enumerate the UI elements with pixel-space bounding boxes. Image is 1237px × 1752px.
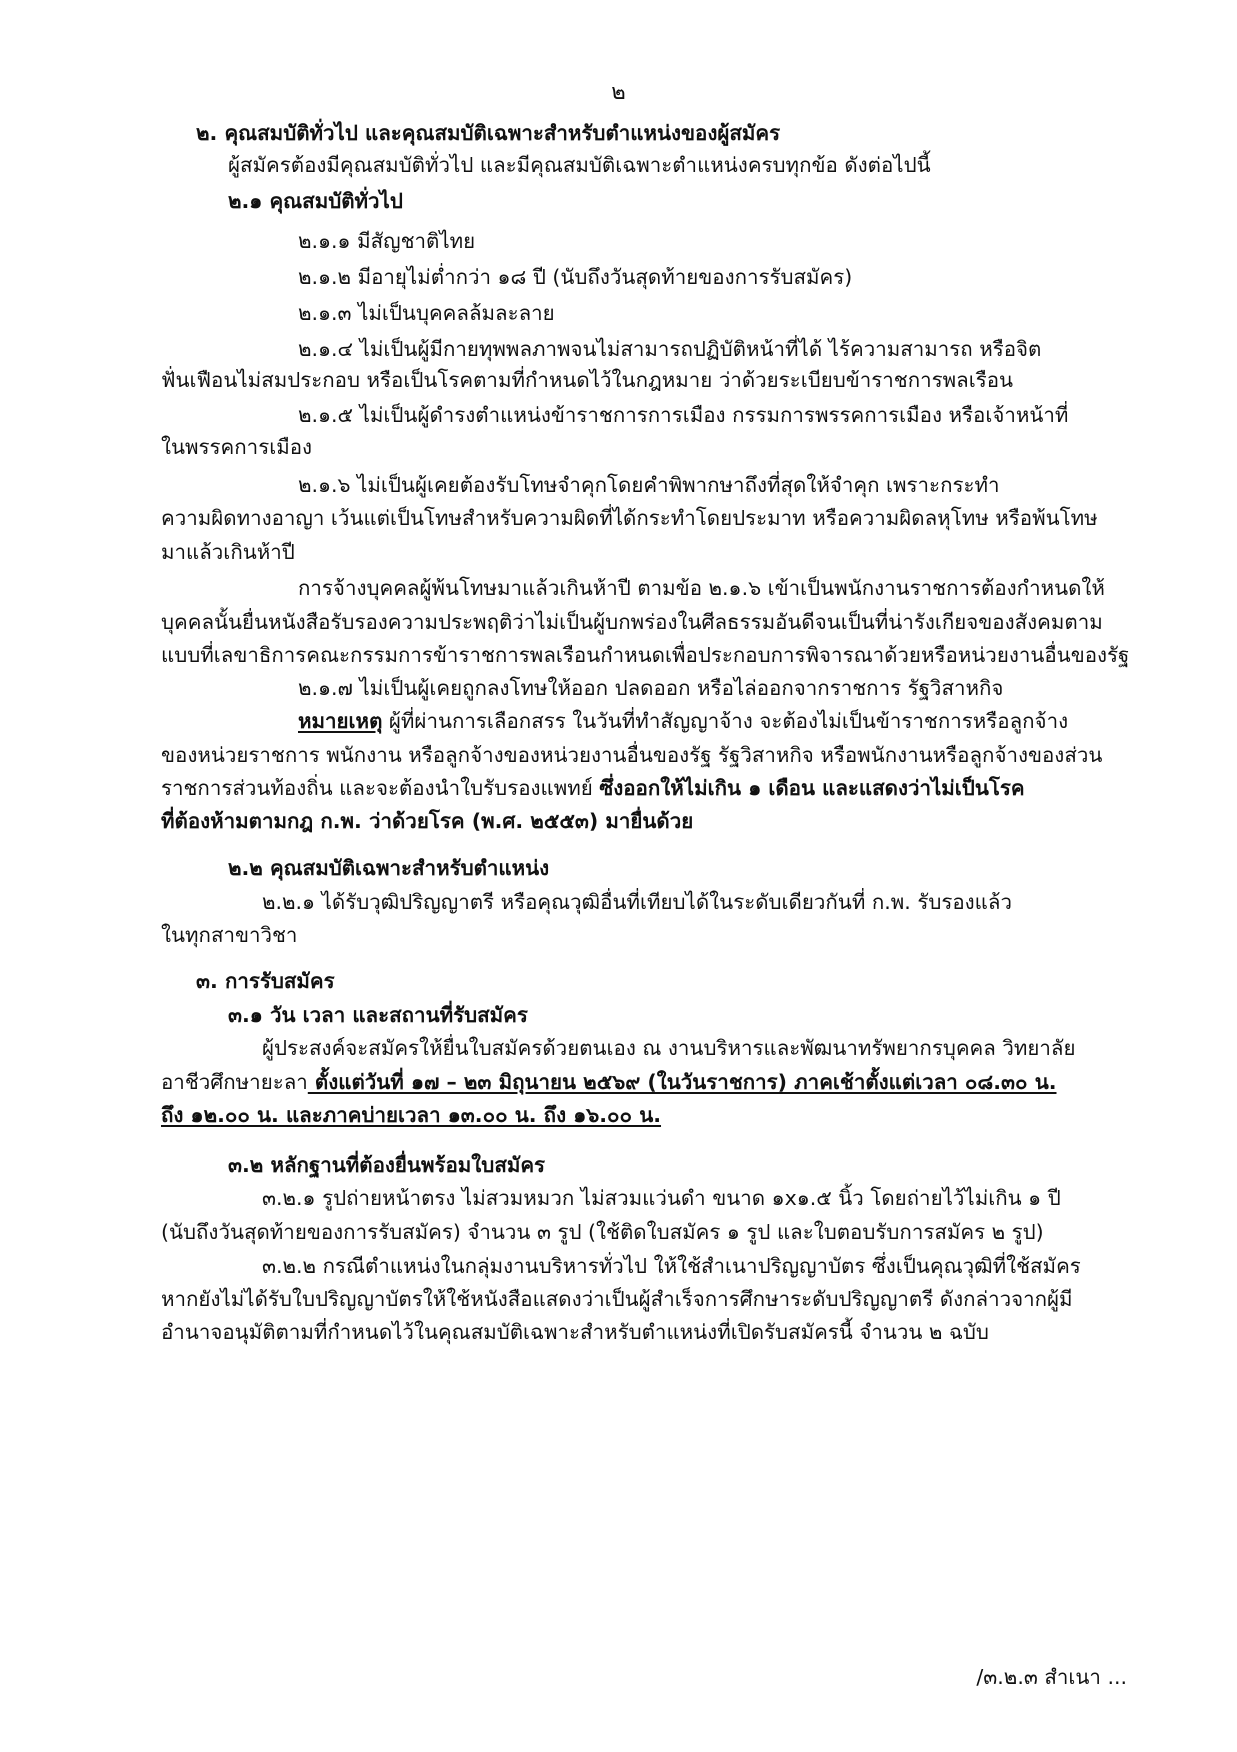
section-3-1-line-2a: อาชีวศึกษายะลา — [161, 1070, 308, 1094]
item-2-2-1-line-2: ในทุกสาขาวิชา — [161, 923, 298, 947]
note-line-3 — [161, 773, 1025, 803]
item-2-1-2: ๒.๑.๒ มีอายุไม่ต่ำกว่า ๑๘ ปี (นับถึงวันสุดท้ายของการรับสมัคร) — [298, 265, 853, 289]
section-2-2-heading: ๒.๒ คุณสมบัติเฉพาะสำหรับตำแหน่ง — [228, 856, 550, 880]
note-text-3b: ซึ่งออกให้ไม่เกิน ๑ เดือน และแสดงว่าไม่เป็นโรค — [599, 776, 1025, 800]
section-3-1-line-1: ผู้ประสงค์จะสมัครให้ยื่นใบสมัครด้วยตนเอง ณ งานบริหารและพัฒนาทรัพยากรบุคคล วิทยาลัย — [262, 1036, 1076, 1060]
section-2-1-heading: ๒.๑ คุณสมบัติทั่วไป — [228, 189, 403, 213]
item-2-1-1: ๒.๑.๑ มีสัญชาติไทย — [298, 229, 476, 253]
note-line-1 — [298, 706, 1068, 736]
page-number: ๒ — [611, 80, 626, 105]
section-3-1-heading: ๓.๑ วัน เวลา และสถานที่รับสมัคร — [228, 1003, 528, 1027]
item-2-1-6-line-2: ความผิดทางอาญา เว้นแต่เป็นโทษสำหรับความผิดที่ได้กระทำโดยประมาท หรือความผิดลหุโทษ หรือพ้นโทษ — [161, 506, 1098, 530]
item-3-2-2-line-1: ๓.๒.๒ กรณีตำแหน่งในกลุ่มงานบริหารทั่วไป ให้ใช้สำเนาปริญญาบัตร ซึ่งเป็นคุณวุฒิที่ใช้สมัคร — [262, 1254, 1081, 1278]
employment-note-line-2: บุคคลนั้นยื่นหนังสือรับรองความประพฤติว่าไม่เป็นผู้บกพร่องในศีลธรรมอันดีจนเป็นที่น่ารังเกียจของสังคมตาม — [161, 610, 1103, 634]
item-2-1-6-line-3: มาแล้วเกินห้าปี — [161, 540, 295, 564]
item-2-1-6-line-1: ๒.๑.๖ ไม่เป็นผู้เคยต้องรับโทษจำคุกโดยคำพิพากษาถึงที่สุดให้จำคุก เพราะกระทำ — [298, 473, 1000, 497]
section-3-heading: ๓. การรับสมัคร — [196, 969, 335, 993]
item-2-1-7: ๒.๑.๗ ไม่เป็นผู้เคยถูกลงโทษให้ออก ปลดออก หรือไล่ออกจากราชการ รัฐวิสาหกิจ — [298, 676, 1004, 700]
employment-note-line-3: แบบที่เลขาธิการคณะกรรมการข้าราชการพลเรือนกำหนดเพื่อประกอบการพิจารณาด้วยหรือหน่วยงานอื่นของรัฐ — [161, 643, 1130, 667]
item-2-1-5-line-1: ๒.๑.๕ ไม่เป็นผู้ดำรงตำแหน่งข้าราชการการเมือง กรรมการพรรคการเมือง หรือเจ้าหน้าที่ — [298, 403, 1069, 427]
note-text-3a: ราชการส่วนท้องถิ่น และจะต้องนำใบรับรองแพทย์ — [161, 776, 600, 800]
section-3-1-line-2 — [161, 1067, 1057, 1097]
continuation-marker: /๓.๒.๓ สำเนา ... — [976, 1665, 1127, 1689]
note-line-4: ที่ต้องห้ามตามกฎ ก.พ. ว่าด้วยโรค (พ.ศ. ๒๕๕๓) มายื่นด้วย — [161, 809, 694, 833]
note-line-2: ของหน่วยราชการ พนักงาน หรือลูกจ้างของหน่วยงานอื่นของรัฐ รัฐวิสาหกิจ หรือพนักงานหรือลูกจ้างของส่วน — [161, 743, 1103, 767]
item-3-2-1-line-2: (นับถึงวันสุดท้ายของการรับสมัคร) จำนวน ๓ รูป (ใช้ติดใบสมัคร ๑ รูป และใบตอบรับการสมัคร ๒ รูป) — [161, 1220, 1044, 1244]
employment-note-line-1: การจ้างบุคคลผู้พ้นโทษมาแล้วเกินห้าปี ตามข้อ ๒.๑.๖ เข้าเป็นพนักงานราชการต้องกำหนดให้ — [298, 576, 1105, 600]
item-3-2-2-line-3: อำนาจอนุมัติตามที่กำหนดไว้ในคุณสมบัติเฉพาะสำหรับตำแหน่งที่เปิดรับสมัครนี้ จำนวน ๒ ฉบับ — [161, 1320, 989, 1344]
item-3-2-1-line-1: ๓.๒.๑ รูปถ่ายหน้าตรง ไม่สวมหมวก ไม่สวมแว่นดำ ขนาด ๑x๑.๕ นิ้ว โดยถ่ายไว้ไม่เกิน ๑ ปี — [262, 1186, 1061, 1210]
item-2-2-1-line-1: ๒.๒.๑ ได้รับวุฒิปริญญาตรี หรือคุณวุฒิอื่นที่เทียบได้ในระดับเดียวกันที่ ก.พ. รับรองแล้ว — [262, 890, 1012, 914]
item-2-1-3: ๒.๑.๓ ไม่เป็นบุคคลล้มละลาย — [298, 301, 555, 325]
section-2-intro: ผู้สมัครต้องมีคุณสมบัติทั่วไป และมีคุณสมบัติเฉพาะตำแหน่งครบทุกข้อ ดังต่อไปนี้ — [228, 153, 931, 177]
application-hours: ถึง ๑๒.๐๐ น. และภาคบ่ายเวลา ๑๓.๐๐ น. ถึง ๑๖.๐๐ น. — [161, 1103, 662, 1127]
section-2-heading: ๒. คุณสมบัติทั่วไป และคุณสมบัติเฉพาะสำหรับตำแหน่งของผู้สมัคร — [196, 121, 781, 145]
section-3-2-heading: ๓.๒ หลักฐานที่ต้องยื่นพร้อมใบสมัคร — [228, 1153, 546, 1177]
item-3-2-2-line-2: หากยังไม่ได้รับใบปริญญาบัตรให้ใช้หนังสือแสดงว่าเป็นผู้สำเร็จการศึกษาระดับปริญญาตรี ดังกล่าวจากผู้มี — [161, 1287, 1073, 1311]
application-period: ตั้งแต่วันที่ ๑๗ – ๒๓ มิถุนายน ๒๕๖๙ (ในวันราชการ) ภาคเช้าตั้งแต่เวลา ๐๘.๓๐ น. — [307, 1070, 1057, 1094]
note-label: หมายเหตุ — [298, 709, 383, 733]
item-2-1-4-line-1: ๒.๑.๔ ไม่เป็นผู้มีกายทุพพลภาพจนไม่สามารถปฏิบัติหน้าที่ได้ ไร้ความสามารถ หรือจิต — [298, 337, 1042, 361]
note-text-1: ผู้ที่ผ่านการเลือกสรร ในวันที่ทำสัญญาจ้าง จะต้องไม่เป็นข้าราชการหรือลูกจ้าง — [382, 709, 1069, 733]
item-2-1-4-line-2: ฟั่นเฟือนไม่สมประกอบ หรือเป็นโรคตามที่กำหนดไว้ในกฎหมาย ว่าด้วยระเบียบข้าราชการพลเรือน — [161, 368, 1014, 392]
item-2-1-5-line-2: ในพรรคการเมือง — [161, 435, 313, 459]
